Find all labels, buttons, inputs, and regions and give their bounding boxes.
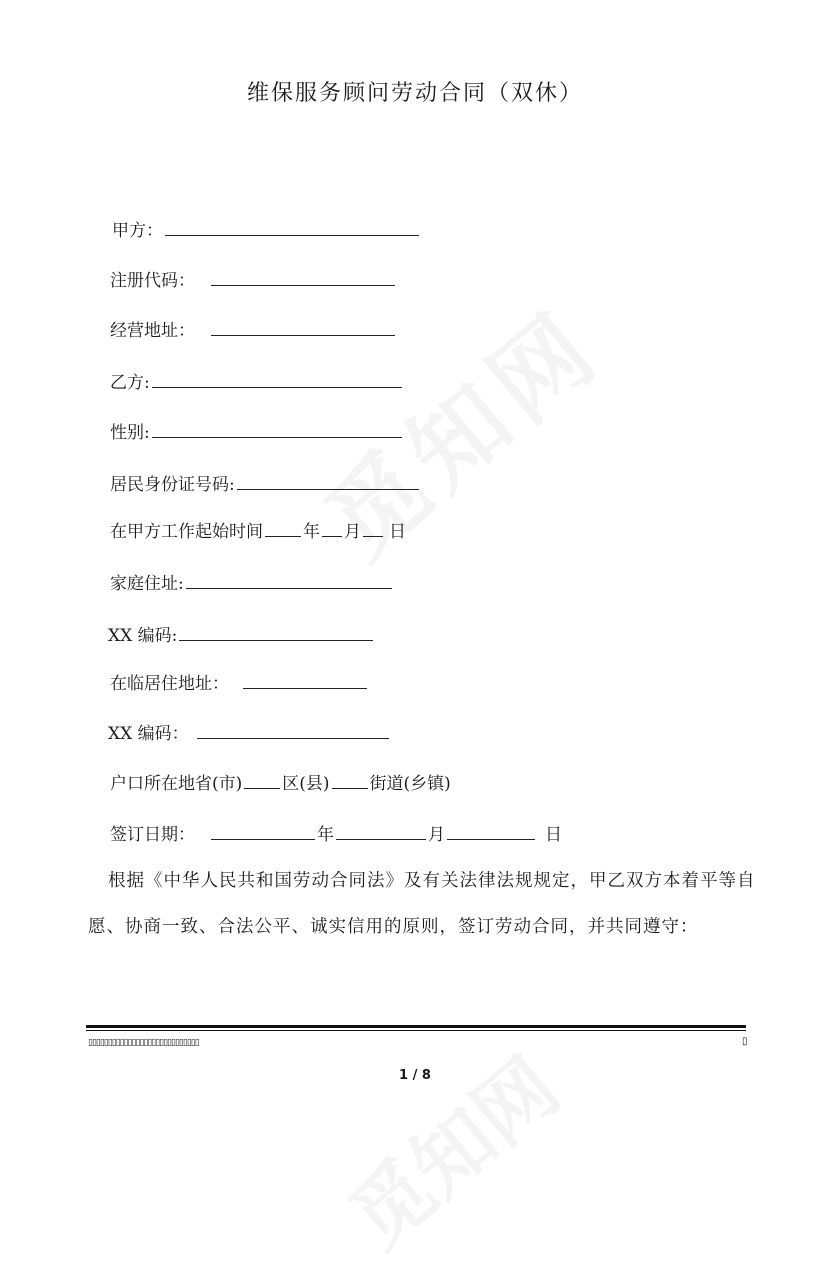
home-address-label: 家庭住址: (110, 574, 184, 594)
biz-address-row (110, 316, 397, 341)
id-number-blank (237, 475, 419, 490)
party-a-label: 甲方： (112, 221, 163, 241)
party-b-label: 乙方: (110, 373, 150, 393)
footer-rule-thick (86, 1025, 746, 1028)
gender-row (110, 418, 404, 443)
reg-code-label: 注册代码： (110, 271, 195, 291)
footer-right-text: ▯ (742, 1036, 748, 1047)
sign-month-label: 月 (428, 825, 445, 845)
home-address-blank (186, 574, 392, 589)
party-a-row (112, 216, 421, 241)
footer-left-text: ▯▯▯▯▯▯▯▯▯▯▯▯▯▯▯▯▯▯▯▯▯▯▯▯▯▯▯▯ (88, 1038, 199, 1048)
start-month-label: 月 (344, 522, 361, 542)
party-b-blank (152, 373, 402, 388)
biz-address-blank (211, 321, 395, 336)
sign-year-blank (211, 825, 315, 840)
watermark-bottom (321, 1026, 579, 1268)
party-b-row (110, 368, 404, 393)
start-day-blank (363, 522, 383, 537)
footer-rule-thin (86, 1030, 746, 1031)
start-month-blank (322, 522, 342, 537)
party-a-blank (165, 221, 419, 236)
id-number-label: 居民身份证号码: (110, 475, 235, 495)
sign-date-row (110, 820, 562, 845)
preamble-paragraph (88, 858, 768, 950)
xx-code2-blank (197, 724, 389, 739)
xx-code1-label: XX 编码: (108, 626, 178, 646)
reg-code-row (110, 266, 397, 291)
sign-day-blank (447, 825, 535, 840)
hukou-row (110, 769, 451, 794)
start-year-blank (265, 522, 301, 537)
document-title: 维保服务顾问劳动合同（双休） (246, 81, 583, 106)
reg-code-blank (211, 271, 395, 286)
temp-address-label: 在临居住地址： (110, 674, 229, 694)
temp-address-blank (243, 674, 367, 689)
xx-code2-label: XX 编码： (108, 724, 189, 744)
start-date-row (110, 517, 406, 542)
xx-code2-row (108, 719, 391, 744)
hukou-province-blank (244, 774, 280, 789)
hukou-district-blank (332, 774, 368, 789)
preamble-text: 根据《中华人民共和国劳动合同法》及有关法律法规规定，甲乙双方本着平等自愿、协商一致、合法公平、诚实信用的原则，签订劳动合同，并共同遵守： (88, 871, 756, 937)
street-label: 街道(乡镇) (369, 774, 451, 794)
district-label: 区(县) (282, 774, 330, 794)
page-number: 1 / 8 (399, 1068, 431, 1083)
sign-day-label: 日 (545, 825, 562, 845)
sign-year-label: 年 (317, 825, 334, 845)
temp-address-row (110, 669, 369, 694)
home-address-row (110, 569, 394, 594)
biz-address-label: 经营地址： (110, 321, 195, 341)
start-day-label: 日 (389, 522, 406, 542)
start-date-label: 在甲方工作起始时间 (110, 522, 263, 542)
sign-month-blank (336, 825, 426, 840)
start-year-label: 年 (303, 522, 320, 542)
hukou-label: 户口所在地省(市) (110, 774, 243, 794)
sign-date-label: 签订日期： (110, 825, 195, 845)
gender-label: 性别: (110, 423, 150, 443)
xx-code1-row (108, 621, 375, 646)
gender-blank (152, 423, 402, 438)
id-number-row (110, 470, 421, 495)
xx-code1-blank (179, 626, 373, 641)
